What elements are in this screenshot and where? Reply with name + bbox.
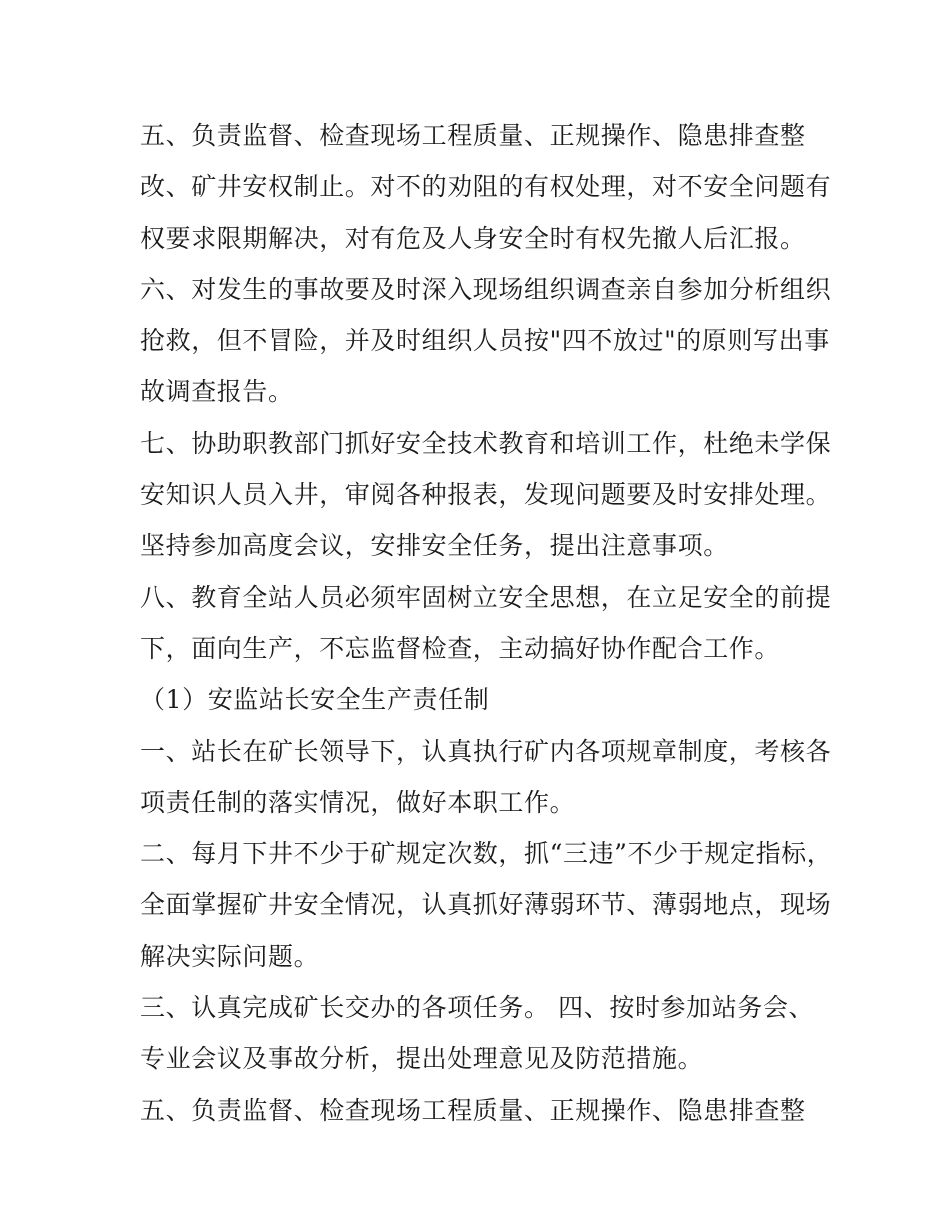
text-line: 专业会议及事故分析，提出处理意见及防范措施。 bbox=[140, 1044, 704, 1074]
text-line: 五、负责监督、检查现场工程质量、正规操作、隐患排查整 bbox=[140, 1095, 806, 1125]
text-line: 故调查报告。 bbox=[140, 377, 294, 407]
text-line: 一、站长在矿长领导下，认真执行矿内各项规章制度，考核各 bbox=[140, 736, 832, 766]
text-line: 安知识人员入井，审阅各种报表，发现问题要及时安排处理。 bbox=[140, 480, 832, 510]
text-line: 六、对发生的事故要及时深入现场组织调查亲自参加分析组织 bbox=[140, 274, 832, 304]
section-heading: （1）安监站长安全生产责任制 bbox=[140, 685, 490, 715]
text-line: 八、教育全站人员必须牢固树立安全思想，在立足安全的前提 bbox=[140, 582, 832, 612]
text-line: 解决实际问题。 bbox=[140, 941, 320, 971]
document-body bbox=[140, 110, 833, 1136]
text-line: 二、每月下井不少于矿规定次数，抓“三违”不少于规定指标， bbox=[140, 839, 833, 869]
text-line: 三、认真完成矿长交办的各项任务。 四、按时参加站务会、 bbox=[140, 993, 815, 1023]
text-line: 七、协助职教部门抓好安全技术教育和培训工作，杜绝未学保 bbox=[140, 428, 832, 458]
text-line: 下，面向生产，不忘监督检查，主动搞好协作配合工作。 bbox=[140, 633, 781, 663]
text-line: 全面掌握矿井安全情况，认真抓好薄弱环节、薄弱地点，现场 bbox=[140, 890, 832, 920]
text-line: 抢救，但不冒险，并及时组织人员按"四不放过"的原则写出事 bbox=[140, 326, 830, 356]
text-line: 改、矿井安权制止。对不的劝阻的有权处理，对不安全问题有 bbox=[140, 172, 832, 202]
text-line: 权要求限期解决，对有危及人身安全时有权先撤人后汇报。 bbox=[140, 223, 806, 253]
text-line: 项责任制的落实情况，做好本职工作。 bbox=[140, 787, 576, 817]
text-line: 五、负责监督、检查现场工程质量、正规操作、隐患排查整 bbox=[140, 121, 806, 150]
text-line: 坚持参加高度会议，安排安全任务，提出注意事项。 bbox=[140, 531, 729, 561]
